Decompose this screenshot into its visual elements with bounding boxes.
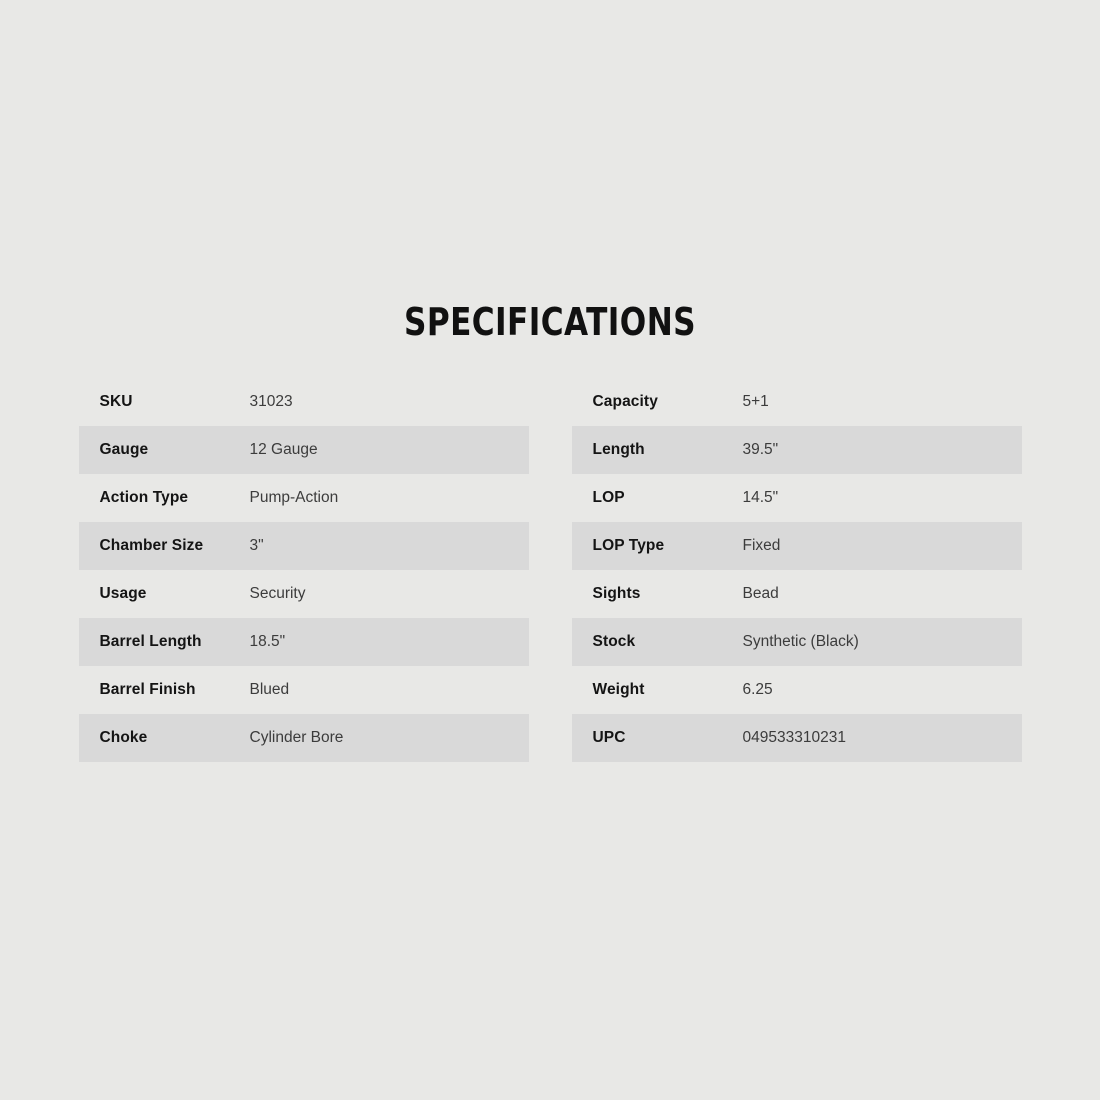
spec-label: Usage bbox=[99, 585, 147, 602]
page-title: SPECIFICATIONS bbox=[403, 300, 697, 344]
spec-value: Synthetic (Black) bbox=[742, 633, 859, 650]
spec-label: Barrel Finish bbox=[99, 681, 196, 698]
spec-row bbox=[572, 618, 1022, 666]
spec-row bbox=[572, 570, 1022, 618]
spec-label: Chamber Size bbox=[99, 537, 204, 554]
spec-value: 6.25 bbox=[742, 681, 773, 698]
spec-row bbox=[79, 666, 529, 714]
specifications-section bbox=[0, 300, 1100, 762]
spec-row bbox=[572, 426, 1022, 474]
spec-row bbox=[572, 522, 1022, 570]
spec-row bbox=[572, 714, 1022, 762]
specifications-left-column bbox=[79, 378, 529, 762]
spec-value: Blued bbox=[249, 681, 290, 698]
spec-value: 14.5" bbox=[742, 489, 779, 506]
spec-row bbox=[572, 474, 1022, 522]
spec-label: Barrel Length bbox=[99, 633, 202, 650]
spec-value: Bead bbox=[742, 585, 779, 602]
spec-row bbox=[79, 618, 529, 666]
spec-value: 12 Gauge bbox=[249, 441, 318, 458]
spec-row bbox=[79, 474, 529, 522]
spec-value: 31023 bbox=[249, 393, 293, 410]
spec-label: Capacity bbox=[592, 393, 658, 410]
spec-row bbox=[572, 666, 1022, 714]
spec-label: LOP bbox=[592, 489, 625, 506]
spec-value: 18.5" bbox=[249, 633, 286, 650]
spec-row bbox=[79, 714, 529, 762]
spec-row bbox=[572, 378, 1022, 426]
spec-label: Choke bbox=[99, 729, 148, 746]
specifications-columns bbox=[0, 378, 1100, 762]
spec-label: LOP Type bbox=[592, 537, 665, 554]
spec-value: 3" bbox=[249, 537, 264, 554]
spec-row bbox=[79, 570, 529, 618]
spec-value: 049533310231 bbox=[742, 729, 846, 746]
spec-value: 5+1 bbox=[742, 393, 769, 410]
spec-value: Security bbox=[249, 585, 306, 602]
spec-label: Action Type bbox=[99, 489, 189, 506]
spec-value: Fixed bbox=[742, 537, 781, 554]
spec-label: UPC bbox=[592, 729, 626, 746]
spec-label: Length bbox=[592, 441, 645, 458]
spec-row bbox=[79, 522, 529, 570]
spec-row bbox=[79, 426, 529, 474]
spec-label: Stock bbox=[592, 633, 636, 650]
specifications-right-column bbox=[572, 378, 1022, 762]
spec-row bbox=[79, 378, 529, 426]
spec-label: Weight bbox=[592, 681, 645, 698]
spec-value: Cylinder Bore bbox=[249, 729, 344, 746]
spec-value: Pump-Action bbox=[249, 489, 339, 506]
spec-value: 39.5" bbox=[742, 441, 779, 458]
spec-label: SKU bbox=[99, 393, 133, 410]
spec-label: Gauge bbox=[99, 441, 149, 458]
spec-label: Sights bbox=[592, 585, 641, 602]
